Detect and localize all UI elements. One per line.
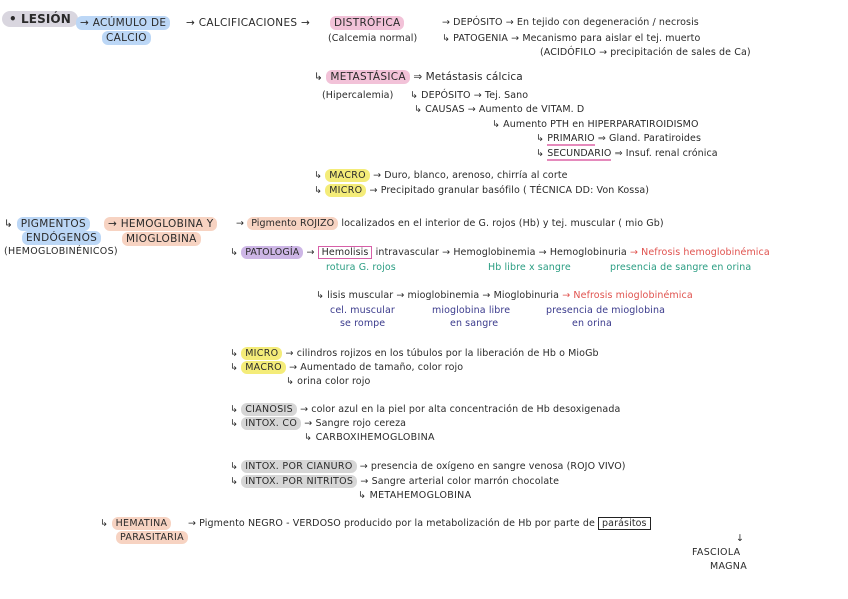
presencia-mioglobina-1: presencia de mioglobina [546,305,665,316]
pigmentos-line1: ↳ PIGMENTOS [4,218,90,230]
hemo-line1: → HEMOGLOBINA Y [104,218,217,230]
presencia-mioglobina-2: en orina [572,318,612,329]
pigmentos-sub: (HEMOGLOBINÉNICOS) [4,246,118,257]
down-arrow: ↓ [736,533,745,544]
secundario-label: SECUNDARIO [547,148,612,159]
calc-micro-label: MICRO [325,184,366,197]
cianosis-row: ↳ CIANOSIS → color azul en la piel por alta concentración de Hb desoxigenada [230,404,621,415]
cianosis-label: CIANOSIS [241,403,297,416]
primario-label: PRIMARIO [547,133,595,144]
nitritos-label: INTOX. POR NITRITOS [241,475,357,488]
pig-micro-row: ↳ MICRO → cilindros rojizos en los túbulos por la liberación de Hb o MioGb [230,348,599,359]
nitritos-row: ↳ INTOX. POR NITRITOS → Sangre arterial color marrón chocolate [230,476,560,487]
distrofica-sub: (Calcemia normal) [328,33,418,44]
patologia-row: ↳ PATOLOGÍA → Hemolisis intravascular → Hemoglobinemia → Hemoglobinuria → Nefrosis hemoglobinémica [230,247,770,258]
pigmentos-line2: ENDÓGENOS [22,232,101,244]
fasciola-line1: FASCIOLA [692,547,741,558]
pig-micro-label: MICRO [241,347,282,360]
distrofica-patogenia2: (ACIDÓFILO → precipitación de sales de Ca) [540,47,751,58]
cel-muscular-2: se rompe [340,318,386,329]
metastasica-label: METASTÁSICA [326,70,410,84]
hematina-line2: PARASITARIA [116,532,188,544]
hb-libre-sangre: Hb libre x sangre [488,262,571,273]
calc-macro-row: ↳ MACRO → Duro, blanco, arenoso, chirría al corte [314,170,568,181]
hemo-line2: MIOGLOBINA [122,233,201,245]
carboxihemoglobina: ↳ CARBOXIHEMOGLOBINA [304,432,435,443]
patologia-label: PATOLOGÍA [241,246,303,259]
metastasica-sub: (Hipercalemia) [322,90,394,101]
pig-macro-orina: ↳ orina color rojo [286,376,371,387]
hemolisis-label: Hemolisis [318,246,373,259]
hematina-desc: → Pigmento NEGRO - VERDOSO producido por la metabolización de Hb por parte de parásitos [188,518,651,530]
distrofica-label: DISTRÓFICA [330,17,404,29]
metastasica-deposito: ↳ DEPÓSITO → Tej. Sano [410,90,529,101]
metastasica-causas: ↳ CAUSAS → Aumento de VITAM. D [414,104,585,115]
metastasica-pth: ↳ Aumento PTH en HIPERPARATIROIDISMO [492,119,699,130]
calc-micro-row: ↳ MICRO → Precipitado granular basófilo ( TÉCNICA DD: Von Kossa) [314,185,650,196]
mioglobina-libre-2: en sangre [450,318,499,329]
primario-row: ↳ PRIMARIO ⇒ Gland. Paratiroides [536,133,702,144]
presencia-sangre-orina: presencia de sangre en orina [610,262,752,273]
secundario-row: ↳ SECUNDARIO ⇒ Insuf. renal crónica [536,148,718,159]
intox-co-row: ↳ INTOX. CO → Sangre rojo cereza [230,418,407,429]
metahemoglobina: ↳ METAHEMOGLOBINA [358,490,472,501]
cianuro-label: INTOX. POR CIANURO [241,460,356,473]
nefrosis-mioglobinemica: → Nefrosis mioglobinémica [562,290,693,301]
hematina-line1: ↳ HEMATINA [100,518,171,530]
acumulo-line2: CALCIO [102,32,151,44]
fasciola-line2: MAGNA [710,561,747,572]
metastasica-row: ↳ METASTÁSICA ⇒ Metástasis cálcica [314,71,523,83]
mioglobina-libre-1: mioglobina libre [432,305,511,316]
rojizo-label: Pigmento ROJIZO [247,217,338,230]
intox-co-label: INTOX. CO [241,417,301,430]
nefrosis-hemoglobinemica: → Nefrosis hemoglobinémica [629,247,770,258]
rojizo-row: → Pigmento ROJIZO localizados en el interior de G. rojos (Hb) y tej. muscular ( mio Gb) [236,218,664,229]
acumulo-line1: → ACÚMULO DE [76,17,170,29]
cel-muscular-1: cel. muscular [330,305,395,316]
lisis-row: ↳ lisis muscular → mioglobinemia → Mioglobinuria → Nefrosis mioglobinémica [316,290,693,301]
pig-macro-row: ↳ MACRO → Aumentado de tamaño, color rojo [230,362,464,373]
calc-macro-label: MACRO [325,169,370,182]
rotura-g-rojos: rotura G. rojos [326,262,396,273]
cianuro-row: ↳ INTOX. POR CIANURO → presencia de oxígeno en sangre venosa (ROJO VIVO) [230,461,626,472]
distrofica-patogenia: ↳ PATOGENIA → Mecanismo para aislar el tej. muerto [442,33,701,44]
calcificaciones-label: → CALCIFICACIONES → [186,17,311,29]
distrofica-deposito: → DEPÓSITO → En tejido con degeneración / necrosis [442,17,699,28]
parasitos-label: parásitos [598,517,651,530]
title-lesion: • LESIÓN [2,11,78,27]
pig-macro-label: MACRO [241,361,286,374]
